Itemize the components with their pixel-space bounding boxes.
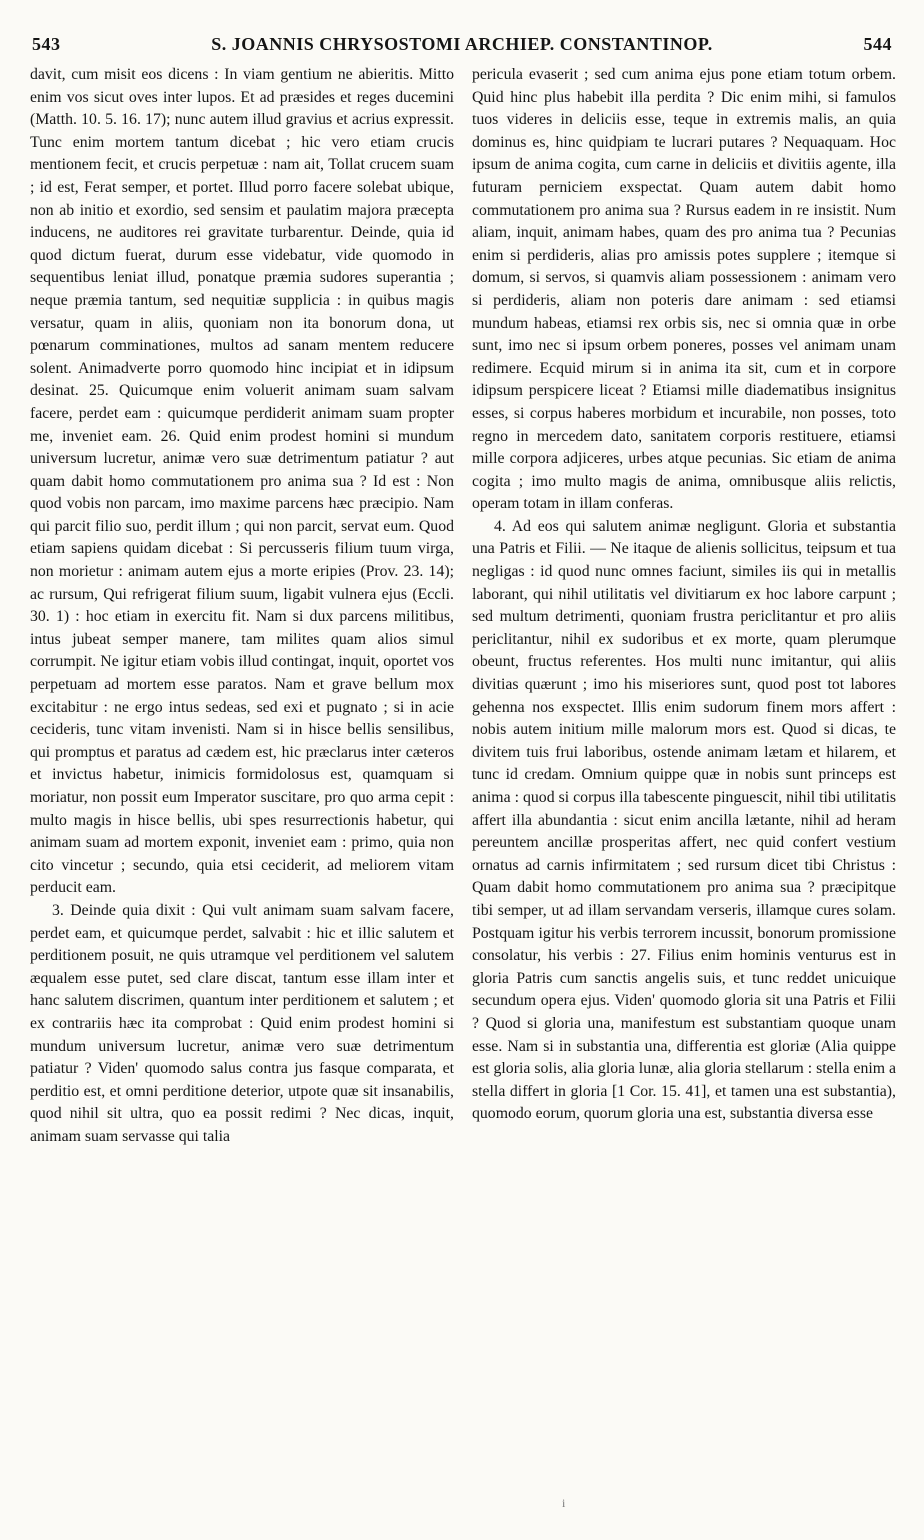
left-paragraph-1: davit, cum misit eos dicens : In viam gentium ne abieritis. Mitto enim vos sicut oves inter lupos. Et ad præsides et reges ducemini (Matth. 10. 5. 16. 17); nunc autem illud gravius et acrius expressit. Tunc enim mortem tantum dicebat ; hic vero etiam crucis mentionem fecit, et crucis perpetuæ : nam ait, Tollat crucem suam ; id est, Ferat semper, et portet. Illud porro facere solebat ubique, non ab initio et exordio, sed sensim et paulatim majora præcepta inducens, ne auditores rei gravitate turbarentur. Deinde, quia id quod dictum fuerat, durum esse videbatur, vide quomodo in sequentibus leniat illud, ponatque præmia sudores superantia ; neque præmia tantum, sed nequitiæ supplicia : in quibus magis versatur, quam in aliis, quoniam non ita bonorum dona, ut pœnarum comminationes, multos ad sanam mentem reducere solent. Animadverte porro quomodo hinc incipiat et in idipsum desinat. 25. Quicumque enim voluerit animam suam salvam facere, perdet eam : quicumque perdiderit animam suam propter me, inveniet eam. 26. Quid enim prodest homini si mundum universum lucretur, animæ vero suæ detrimentum patiatur ? aut quam dabit homo commutationem pro anima sua ? Id est : Non quod vobis non parcam, imo maxime parcens hæc præcipio. Nam qui parcit filio suo, perdit illum ; qui non parcit, servat eum. Quod etiam sapiens quidam dicebat : Si percusseris filium tuum virga, non morietur : animam autem ejus a morte eripies (Prov. 23. 14); ac rursum, Qui refrigerat filium suum, ligabit vulnera ejus (Eccli. 30. 1) : hoc etiam in exercitu fit. Nam si dux parcens militibus, intus jubeat semper manere, tam milites quam alios simul corrumpit. Ne igitur etiam vobis illud contingat, inquit, oportet vos perpetuam ad mortem esse paratos. Nam et grave bellum mox excitabitur : ne ergo intus sedeas, sed exi et pugnato ; si in acie cecideris, tunc vitam invenisti. Nam si in hisce bellis sensilibus, qui promptus et paratus ad cædem est, hic præclarus inter cæteros et invictus habetur, inimicis formidolosus est, quamquam si moriatur, non possit eum Imperator suscitare, pro quo arma cepit : multo magis in hisce bellis, ubi spes resurrectionis habetur, qui animam suam ad mortem exponit, inveniet eam : primo, quia non cito vincetur ; secundo, quia etsi ceciderit, ad meliorem vitam perducit eam. <box>30 66 454 897</box>
left-paragraph-2: 3. Deinde quia dixit : Qui vult animam suam salvam facere, perdet eam, et quicumque perdet, salvabit : hic et illic salutem et perditionem posuit, ne quis utramque vel perditionem vel salutem æqualem esse putet, sed clare discat, tantum esse illam inter et hanc salutem discrimen, quantum inter perditionem et salutem ; et ex contrariis hæc ita comprobat : Quid enim prodest homini si mundum universum lucretur, animæ vero suæ detrimentum patiatur ? Viden' quomodo salus contra jus fasque comparata, et perditio est, et omni perditione deterior, utpote quæ sit insanabilis, quod nihil sit ultra, quo ea possit redimi ? Nec dicas, inquit, animam suam servasse qui talia <box>30 901 454 1145</box>
page-number-right: 544 <box>863 34 892 54</box>
left-column <box>30 64 454 1504</box>
right-paragraph-2: 4. Ad eos qui salutem animæ negligunt. Gloria et substantia una Patris et Filii. — Ne itaque de alienis sollicitus, teipsum et tua negligas : id quod nunc omnes faciunt, similes iis qui in metallis laborant, qui nihil utilitatis vel divitiarum ex hoc labore carpunt ; sed multum detrimenti, quoniam frustra periclitantur et pro aliis periclitantur, nihil ex sudoribus et ex morte, quam plerumque obeunt, fructus referentes. Hos multi nunc imitantur, qui aliis divitias quærunt ; imo his miseriores sunt, quod post tot labores gehenna nos exspectet. Illis enim sudorum finem mors affert : nobis autem initium mille malorum mors est. Quod si dicas, te divitem tuis frui laboribus, ostende animam lætam et hilarem, et tunc id credam. Omnium quippe quæ in nobis sunt princeps est anima : quod si corpus illa tabescente pinguescit, nihil tibi utilitatis affert illa abundantia : sicut enim ancilla lætante, nihil ad heram pereuntem ancillæ prosperitas affert, nec quid confert vestium ornatus ad carnis infirmitatem ; sed rursum dicet tibi Christus : Quam dabit homo commutationem pro anima sua ? præcipitque tibi semper, ut ad illam servandam verseris, illamque cures solam. Postquam igitur his verbis terrorem incussit, bonorum promissione consolatur, his verbis : 27. Filius enim hominis venturus est in gloria Patris cum sanctis angelis suis, et tunc reddet unicuique secundum opera ejus. Viden' quomodo gloria sit una Patris et Filii ? Quod si gloria una, manifestum est substantiam quoque unam esse. Nam si in substantia una, differentia est gloriæ (Alia quippe est gloria solis, alia gloria lunæ, alia gloria stellarum : stella enim a stella differt in gloria [1 Cor. 15. 41], et tamen una est substantia), quomodo eorum, quorum gloria una est, substantia diversa esse <box>472 517 896 1123</box>
page-number-left: 543 <box>32 34 61 54</box>
right-column <box>472 64 896 1504</box>
page-header <box>32 34 892 60</box>
footer-mark: i <box>562 1496 566 1510</box>
right-paragraph-1: pericula evaserit ; sed cum anima ejus pone etiam totum orbem. Quid hinc plus habebit illa perdita ? Dic enim mihi, si famulos tuos videres in deliciis esse, teque in extremis malis, an quia dominus es, hinc quidpiam te lucrari putares ? Nequaquam. Hoc ipsum de anima cogita, cum carne in deliciis et divitiis agente, illa futuram perniciem exspectat. Quam autem dabit homo commutationem pro anima sua ? Rursus eadem in re insistit. Num aliam, inquit, animam habes, quam des pro anima tua ? Pecunias enim si perdideris, alias pro amissis potes supplere ; itemque si domum, si servos, si quamvis aliam possessionem : animam vero si perdideris, aliam non poteris dare animam : sed etiamsi mundum habeas, etiamsi rex orbis sis, nec si omnia quæ in orbe sunt, imo nec si ipsum orbem poneres, posses vel animam unam redimere. Ecquid mirum si in anima ita sit, cum et in corpore idipsum perspicere liceat ? Etiamsi mille diadematibus insignitus esses, si corpus haberes morbidum et incurabile, non posses, toto regno in mercedem dato, sanitatem corporis restituere, etiamsi mille corpora adjiceres, urbes atque pecunias. Sic etiam de anima cogita ; imo multo magis de anima, omnibusque aliis relictis, operam totam in illam conferas. <box>472 66 896 513</box>
running-title: S. JOANNIS CHRYSOSTOMI ARCHIEP. CONSTANTINOP. <box>211 34 713 54</box>
